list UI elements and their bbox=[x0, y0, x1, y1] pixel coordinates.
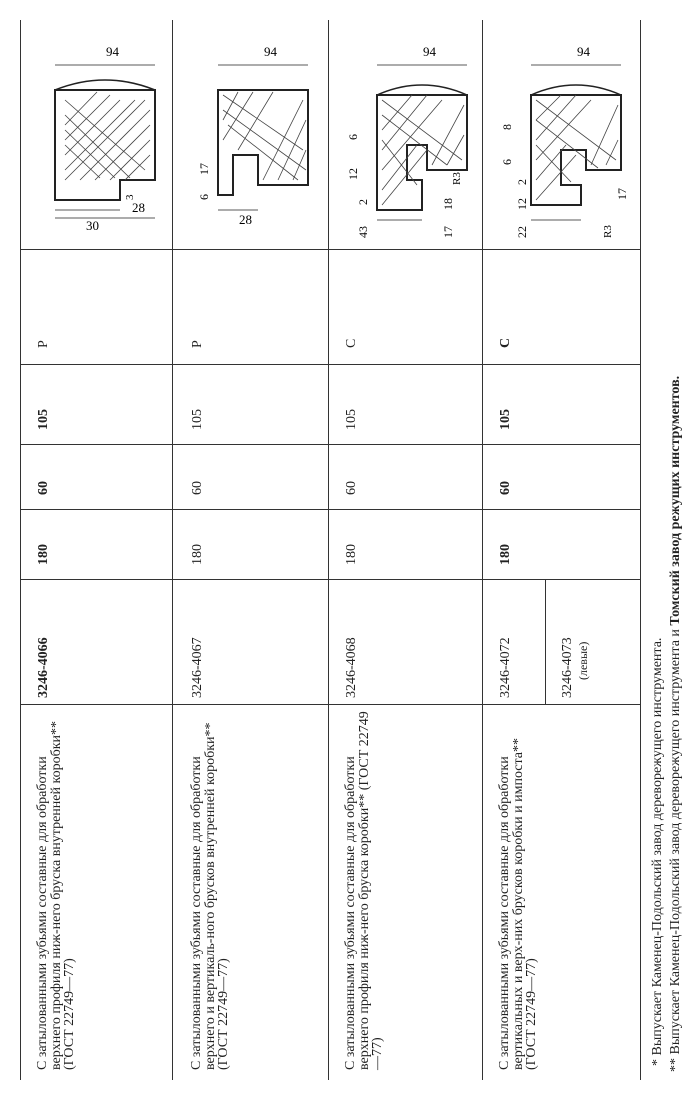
row-4-b: 60 bbox=[498, 481, 513, 495]
column-separator bbox=[20, 364, 640, 365]
row-1-dim-28: 28 bbox=[132, 200, 145, 215]
row-3-b: 60 bbox=[344, 481, 359, 495]
footnote-2-text-b: Томский завод режущих инструментов. bbox=[668, 375, 683, 626]
column-separator bbox=[20, 704, 640, 705]
footnote-2-mark: ** bbox=[668, 1058, 683, 1072]
column-separator bbox=[20, 509, 640, 510]
row-2-code: 3246-4067 bbox=[190, 637, 205, 698]
row-2-description: С затылованными зубьями составные для обработки верхнего и вертикаль-ного брусков внутренней коробки** (ГОСТ 22749—77) bbox=[189, 722, 231, 1070]
row-3-dim-12: 12 bbox=[346, 168, 360, 180]
row-4-dim-2: 2 bbox=[515, 179, 529, 185]
row-4-profile-drawing bbox=[486, 25, 636, 240]
column-separator bbox=[20, 444, 640, 445]
row-4-dim-6: 6 bbox=[500, 159, 514, 165]
footnote-1-mark: * bbox=[650, 1059, 665, 1066]
footnote-1-text: Выпускает Каменец-Подольский завод дереворежущего инструмента. bbox=[650, 637, 665, 1056]
row-1-dim-3: 3 bbox=[124, 194, 136, 200]
row-4-h: 105 bbox=[498, 409, 513, 430]
row-3-code: 3246-4068 bbox=[344, 637, 359, 698]
row-2-dim-94: 94 bbox=[264, 44, 277, 59]
row-2-dim-6: 6 bbox=[197, 194, 211, 200]
row-2-material: Р bbox=[190, 340, 205, 348]
row-4-dim-22: 22 bbox=[515, 226, 529, 238]
row-1-code: 3246-4066 bbox=[36, 637, 51, 698]
row-3-dim-2: 2 bbox=[356, 199, 370, 205]
footnote-2-text-a: Выпускает Каменец-Подольский завод дереворежущего инструмента и bbox=[668, 625, 683, 1055]
row-4-code-note: (левые) bbox=[576, 641, 590, 680]
row-4-dim-94: 94 bbox=[577, 44, 590, 59]
row-1-dim-94: 94 bbox=[106, 44, 119, 59]
row-3-dim-r3: R3 bbox=[451, 172, 463, 185]
row-4-material: С bbox=[498, 337, 513, 348]
row-separator bbox=[328, 20, 329, 1080]
row-3-d: 180 bbox=[344, 544, 359, 565]
code-subdivider bbox=[545, 580, 546, 705]
row-4-description: С затылованными зубьями составные для обработки вертикальных и верх-них брусков коробки и импоста** (ГОСТ 22749—77) bbox=[497, 737, 539, 1070]
row-1-b: 60 bbox=[36, 481, 51, 495]
row-3-dim-6: 6 bbox=[346, 134, 360, 140]
row-3-dim-94: 94 bbox=[423, 44, 436, 59]
row-separator bbox=[20, 20, 21, 1080]
row-3-description: С затылованными зубьями составные для обработки верхнего профиля ниж-него бруска коробки** (ГОСТ 22749—77) bbox=[343, 711, 385, 1070]
footnote-1 bbox=[650, 638, 666, 1066]
row-2-h: 105 bbox=[190, 409, 205, 430]
row-1-description: С затылованными зубьями составные для обработки верхнего профиля ниж-него бруска внутренней коробки** (ГОСТ 22749—77) bbox=[35, 720, 77, 1070]
row-4-dim-r3: R3 bbox=[602, 225, 614, 238]
row-2-d: 180 bbox=[190, 544, 205, 565]
row-3-dim-18: 18 bbox=[441, 198, 455, 210]
row-3-material: С bbox=[344, 338, 359, 348]
footnote-2 bbox=[668, 376, 684, 1072]
row-4-code-right: 3246-4072 bbox=[498, 637, 513, 698]
row-2-dim-28: 28 bbox=[239, 212, 252, 227]
row-4-dim-12: 12 bbox=[515, 198, 529, 210]
row-separator bbox=[482, 20, 483, 1080]
row-2-b: 60 bbox=[190, 481, 205, 495]
row-2-dim-17: 17 bbox=[197, 163, 211, 175]
row-1-dim-30: 30 bbox=[86, 218, 99, 233]
row-4-dim-8: 8 bbox=[500, 124, 514, 130]
column-separator bbox=[20, 249, 640, 250]
row-separator bbox=[640, 20, 641, 1080]
row-3-dim-43: 43 bbox=[356, 226, 370, 238]
row-3-h: 105 bbox=[344, 409, 359, 430]
row-3-dim-17: 17 bbox=[441, 226, 455, 238]
row-separator bbox=[172, 20, 173, 1080]
row-3-profile-drawing bbox=[332, 25, 480, 240]
row-1-material: Р bbox=[36, 340, 51, 348]
row-4-d: 180 bbox=[498, 544, 513, 565]
row-1-h: 105 bbox=[36, 409, 51, 430]
row-4-dim-17: 17 bbox=[615, 188, 629, 200]
row-4-code-left: 3246-4073 bbox=[560, 637, 575, 698]
row-1-profile-drawing bbox=[25, 25, 170, 240]
column-separator bbox=[20, 579, 640, 580]
row-1-d: 180 bbox=[36, 544, 51, 565]
row-2-profile-drawing bbox=[178, 25, 326, 240]
